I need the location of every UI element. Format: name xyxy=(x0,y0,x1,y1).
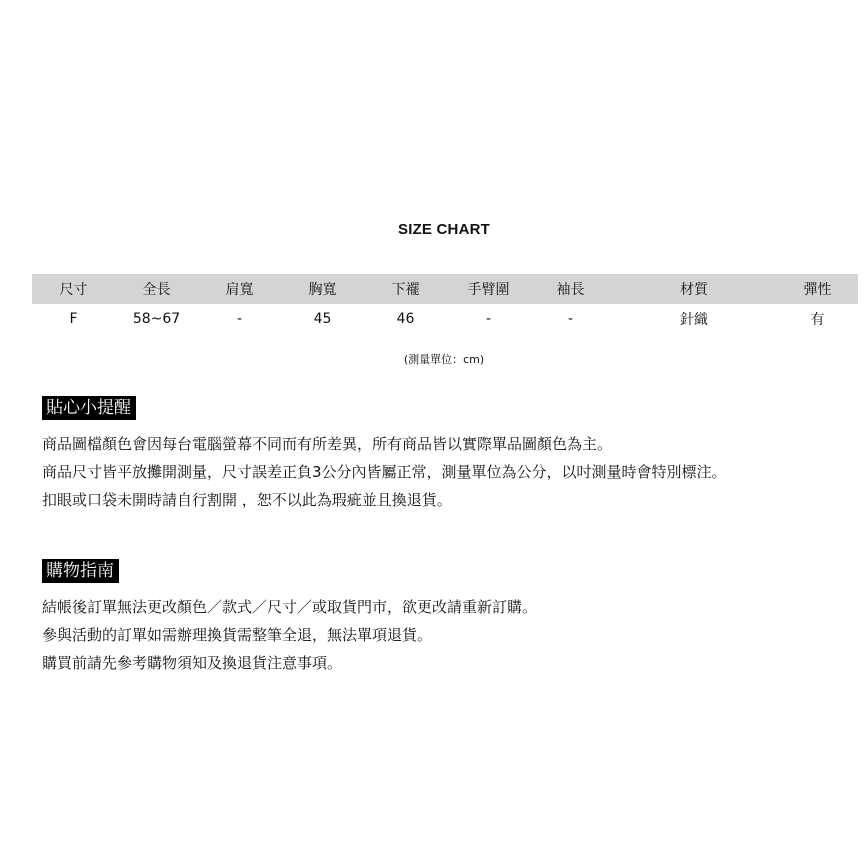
cell-arm: - xyxy=(485,311,492,327)
measure-unit-note: (測量單位：cm) xyxy=(403,353,485,366)
table-row xyxy=(32,304,858,334)
header-material: 材質 xyxy=(611,274,777,304)
reminder-text xyxy=(42,430,727,514)
header-sleeve: 袖長 xyxy=(530,274,611,304)
cell-chest: 45 xyxy=(313,311,332,327)
guide-heading: 購物指南 xyxy=(42,559,119,583)
reminder-line: 商品圖檔顏色會因每台電腦螢幕不同而有所差異，所有商品皆以實際單品圖顏色為主。 xyxy=(42,435,613,453)
header-elasticity: 彈性 xyxy=(777,274,858,304)
cell-shoulder: - xyxy=(236,311,243,327)
size-chart-title: SIZE CHART xyxy=(398,221,490,238)
cell-material: 針織 xyxy=(680,312,708,328)
reminder-line: 扣眼或口袋未開時請自行割開 ，恕不以此為瑕疵並且換退貨。 xyxy=(42,491,452,509)
header-hem: 下襬 xyxy=(364,274,447,304)
guide-text xyxy=(42,593,537,677)
header-shoulder: 肩寬 xyxy=(198,274,281,304)
header-length: 全長 xyxy=(115,274,198,304)
cell-hem: 46 xyxy=(396,311,415,327)
header-size: 尺寸 xyxy=(32,274,115,304)
table-header-row xyxy=(32,274,858,304)
cell-elasticity: 有 xyxy=(810,312,825,328)
header-chest: 胸寬 xyxy=(281,274,364,304)
reminder-heading: 貼心小提醒 xyxy=(42,396,136,420)
cell-length: 58~67 xyxy=(132,311,181,327)
guide-line: 購買前請先參考購物須知及換退貨注意事項。 xyxy=(42,654,343,672)
guide-line: 結帳後訂單無法更改顏色／款式／尺寸／或取貨門市，欲更改請重新訂購。 xyxy=(42,598,538,616)
size-table xyxy=(32,274,858,334)
reminder-line: 商品尺寸皆平放攤開測量，尺寸誤差正負3公分內皆屬正常，測量單位為公分，以吋測量時會特別標注。 xyxy=(42,463,727,481)
cell-sleeve: - xyxy=(567,311,574,327)
header-arm: 手臂圍 xyxy=(447,274,530,304)
cell-size: F xyxy=(69,311,78,327)
guide-line: 參與活動的訂單如需辦理換貨需整筆全退，無法單項退貨。 xyxy=(42,626,433,644)
